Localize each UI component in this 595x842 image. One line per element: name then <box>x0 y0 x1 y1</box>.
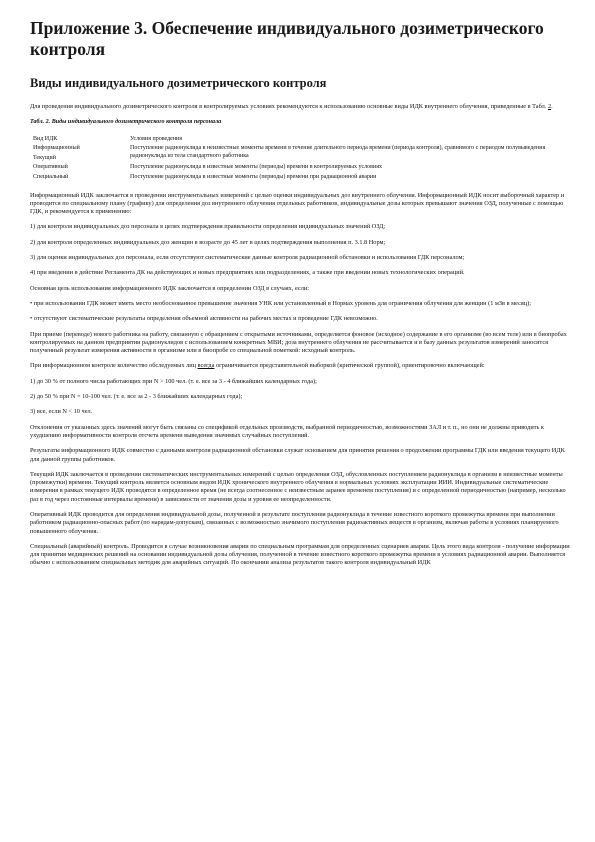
body-paragraph: Оперативный ИДК проводится для определения индивидуальной дозы, полученной в результате поступления радионуклида в течение известного короткого промежутка времени при выполнении работником радиационно-опасных работ (по нарядам-допускам), связанных с возможностью значимого поступления радиоактивных веществ в организм, включая работы в условиях планируемого повышенного облучения. <box>30 510 559 535</box>
table-header-row <box>33 136 570 146</box>
body-paragraph: При приеме (переводе) нового работника на работу, связанную с обращением с открытыми источниками, определяется фоновое (исходное) содержание в его организме (во всем теле) или в биопробах контролируемых на данном предприятии радионуклидов с использованием конкретных МВИ; доза внутреннего облучения не рассчитывается и в базу данных результатов измерений заносится полученный результат измерения активности в организме или в биопробе со специальной пометкой: исходный контроль. <box>30 330 567 355</box>
table-cell: Информационный <box>33 145 80 152</box>
body-paragraph: 1) для контроля индивидуальных доз персонала в целях подтверждения правильности определения индивидуальных значений ОЗД; <box>30 223 386 231</box>
table-row <box>33 145 570 155</box>
body-text: ограничивается представительной выборкой (критической группой), ориентировочно включающей: <box>214 362 485 370</box>
body-paragraph: Текущий ИДК заключается в проведении систематических инструментальных измерений с целью определения ОЗД, обусловленных поступлением радионуклида в организм в неизвестные моменты (промежутки) времени. Текущий контроль является основным видом ИДК хронического внутреннего облучения в нормальных условиях эксплуатации ИИИ. Индивидуальные систематические измерения в рамках текущего ИДК проводятся в определенное время (не всегда соотнесенное с неизвестным заранее временем поступления) и с определенной периодичностью (например, несколько раз в год через постоянные интервалы времени) в зависимости от значения дозы и уровня ее неопределенности. <box>30 470 566 503</box>
body-paragraph: 4) при введении в действие Регламента ДК на действующих и новых предприятиях или подразделениях, а также при введении новых технологических операций. <box>30 269 465 277</box>
body-paragraph: 3) для оценки индивидуальных доз персонала, если отсутствуют систематические данные контроля радиационной обстановки и использования ГДК персоналом; <box>30 254 465 262</box>
body-paragraph: 3) все, если N < 10 чел. <box>30 408 93 416</box>
body-paragraph: Основная цель использования информационного ИДК заключается в определении ОЗД в случаях, если: <box>30 284 309 292</box>
body-paragraph: Отклонения от указанных здесь значений могут быть связаны со спецификой отдельных производств, выбранной периодичностью, возможностями ЗАЛ и т. п., но они не должны приводить к ухудшению информативности контроля отсчета времени выведения значимых случайных поступлений. <box>30 423 544 439</box>
table-cell: Поступление радионуклида в известные моменты (периоды) времени при радиационной аварии <box>130 173 377 180</box>
idk-types-table <box>33 136 570 184</box>
section-heading: Виды индивидуального дозиметрического контроля <box>30 76 327 90</box>
table-header-cell: Вид ИДК <box>33 135 58 142</box>
bullet-paragraph: • при использовании ГДК может иметь место необоснованное превышение значения УНК или установленный в Нормах уровень для ограничения облучения для женщин (1 мЗв в месяц); <box>30 299 531 307</box>
body-paragraph: 1) до 30 % от полного числа работающих при N > 100 чел. (т. е. все за 3 - 4 ближайших календарных года); <box>30 377 317 385</box>
table-cell: Текущий <box>33 154 56 161</box>
table-row <box>33 174 570 184</box>
body-paragraph: 2) до 50 % при N = 10-100 чел. (т. е. все за 2 - 3 ближайших календарных года); <box>30 393 243 401</box>
document-page <box>30 18 570 575</box>
body-paragraph: Специальный (аварийный) контроль. Проводится в случае возникновения аварии по специальным программам для определенных сценариев аварии. Цель этого вида контроля - получение информации для принятия медицинских решений на основании индивидуальной дозы облучения, полученной в течение известного короткого промежутка времени в условиях радиационной аварии. Выполняется обычно с использованием специальных методик для аварийных ситуаций. По окончании анализа результатов такого контроля индивидуальный ИДК <box>30 542 570 567</box>
body-paragraph <box>30 362 570 370</box>
table-cell: Специальный <box>33 173 69 180</box>
table-caption: Табл. 2. Виды индивидуального дозиметрического контроля персонала <box>30 119 222 126</box>
table-header-cell: Условия проведения <box>130 135 182 142</box>
body-paragraph: 2) для контроля определенных индивидуальных доз женщин в возрасте до 45 лет в целях подтверждения выполнения п. 3.1.8 Норм; <box>30 238 386 246</box>
page-title: Приложение 3. Обеспечение индивидуального дозиметрического контроля <box>30 18 544 59</box>
table-row <box>33 164 570 174</box>
body-paragraph: Информационный ИДК заключается в проведении инструментальных измерений с целью оценки индивидуальных доз внутреннего облучения. Информационный ИДК носит выборочный характер и проводится по специальному плану (графику) для определения доз внутреннего облучения отдельных работников, индивидуальные дозы которых превышают значения ОЗД, полученные с помощью ГДК, и рекомендуется к применению: <box>30 191 565 216</box>
table-cell: Поступление радионуклида в известные моменты (периоды) времени в контролируемых условиях <box>130 164 382 171</box>
table-cell: Оперативный <box>33 164 68 171</box>
intro-text: Для проведения индивидуального дозиметрического контроля в контролируемых условиях рекомендуются к использованию основные виды ИДК внутреннего облучения, приведенные в Табл. <box>30 103 548 110</box>
intro-end: . <box>551 103 553 110</box>
intro-paragraph <box>30 103 570 111</box>
bullet-paragraph: • отсутствуют систематические результаты определения объемной активности на рабочих местах и проведение ГДК невозможно. <box>30 315 378 323</box>
underlined-text: всегда <box>197 362 215 370</box>
body-paragraph: Результаты информационного ИДК совместно с данными контроля радиационной обстановки служат основанием для принятия решения о продолжении программы ГДК или введения текущего ИДК для данной группы работников. <box>30 447 565 463</box>
body-text: При информационном контроле количество обследуемых лиц <box>30 362 198 370</box>
table-link[interactable]: 2 <box>547 103 552 110</box>
table-cell: Поступление радионуклида в неизвестные моменты времени в течение длительного периода времени (периода контроля), сравнимого с периодом полувыведения радионуклида из тела стандартного работника <box>130 145 546 159</box>
